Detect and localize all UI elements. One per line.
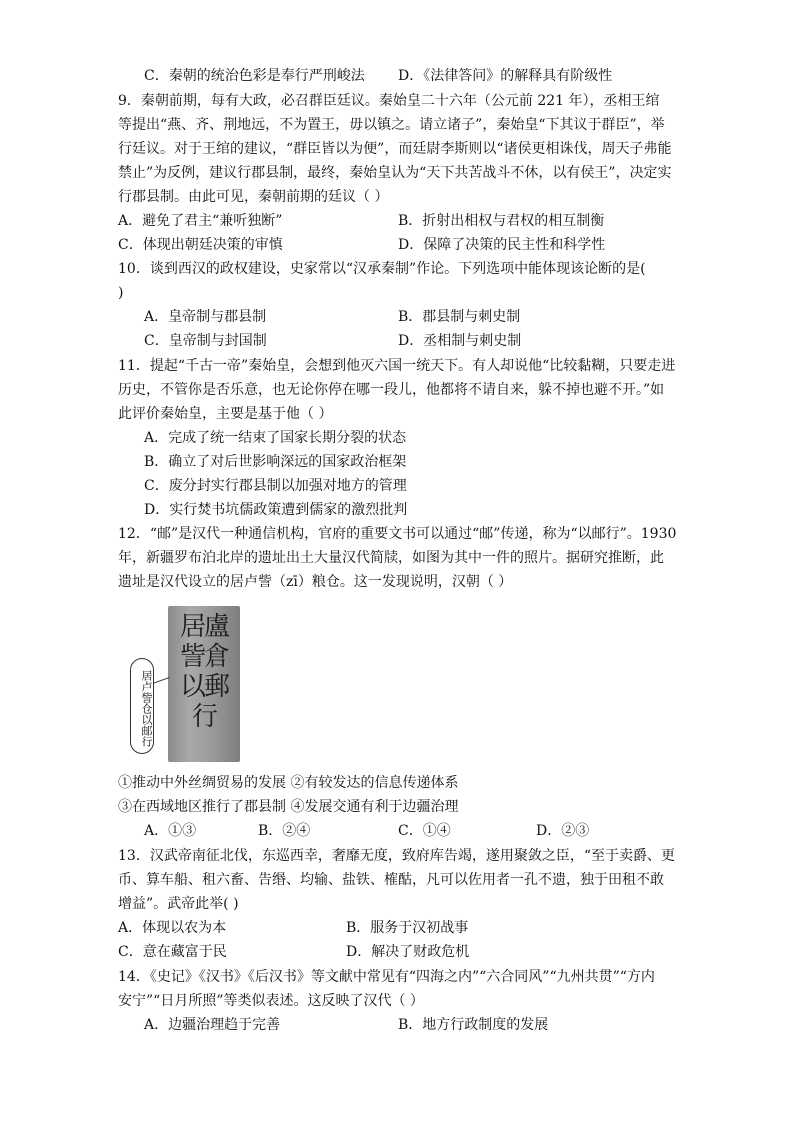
q14-option-a: A．边疆治理趋于完善 (144, 1017, 281, 1033)
q11-stem-line-3: 此评价秦始皇，主要是基于他（ ） (118, 406, 333, 422)
q12-stem-line-2: 年，新疆罗布泊北岸的遗址出土大量汉代简牍，如图为其中一件的照片。据研究推断，此 (118, 550, 664, 566)
q9-stem-line-1: 9．秦朝前期，每有大政，必召群臣廷议。秦始皇二十六年（公元前 221 年），丞相王绾 (118, 93, 660, 109)
q13-option-d: D．解决了财政危机 (346, 944, 470, 960)
bamboo-slip-figure (130, 604, 240, 764)
q9-option-a: A．避免了君主“兼听独断” (118, 213, 283, 229)
q13-option-b: B．服务于汉初战事 (346, 920, 469, 936)
q10-stem-line-1: 10．谈到西汉的政权建设，史家常以“汉承秦制”作论。下列选项中能体现该论断的是( (118, 261, 646, 277)
q12-option-c: C．①④ (398, 823, 451, 839)
q11-option-d: D．实行焚书坑儒政策遭到儒家的激烈批判 (144, 502, 408, 518)
q13-option-a: A．体现以农为本 (118, 920, 227, 936)
q8-option-c: C．秦朝的统治色彩是奉行严刑峻法 (144, 68, 365, 84)
q12-statement-line-1: ①推动中外丝绸贸易的发展 ②有较发达的信息传递体系 (118, 775, 459, 791)
q13-stem-line-1: 13．汉武帝南征北伐，东巡西幸，奢靡无度，致府库告竭，遂用聚敛之臣，“至于卖爵、更 (118, 848, 675, 864)
q13-stem-line-3: 增益”。武帝此举( ) (118, 896, 239, 912)
q8-option-d: D．《法律答问》的解释具有阶级性 (398, 68, 613, 84)
q11-option-a: A．完成了统一结束了国家长期分裂的状态 (144, 430, 407, 446)
bamboo-slip-inscription: 居盧訾倉以郵行 (179, 612, 228, 732)
q9-stem-line-3: 行廷议。对于王绾的建议，“群臣皆以为便”，而廷尉李斯则以“诸侯更相诛伐，周天子弗能 (118, 141, 672, 157)
q12-option-d: D．②③ (536, 823, 590, 839)
bamboo-slip-photo (168, 606, 240, 762)
q11-option-c: C．废分封实行郡县制以加强对地方的管理 (144, 478, 407, 494)
q10-option-a: A．皇帝制与郡县制 (144, 309, 267, 325)
q10-option-b: B．郡县制与刺史制 (398, 309, 521, 325)
q13-option-c: C．意在藏富于民 (118, 944, 227, 960)
q11-stem-line-2: 历史，不管你是否乐意，也无论你停在哪一段儿，他都将不请自来，躲不掉也避不开。”如 (118, 382, 665, 398)
q10-option-c: C．皇帝制与封国制 (144, 333, 267, 349)
q9-stem-line-4: 禁止”为反例，建议行郡县制，最终，秦始皇认为“天下共苦战斗不休，以有侯王”，决定实 (118, 165, 672, 181)
q12-statement-line-2: ③在西域地区推行了郡县制 ④发展交通有利于边疆治理 (118, 799, 459, 815)
q14-option-b: B．地方行政制度的发展 (398, 1017, 549, 1033)
q14-stem-line-1: 14．《史记》《汉书》《后汉书》等文献中常见有“四海之内”“六合同风”“九州共贯”“方内 (118, 969, 655, 985)
q9-stem-line-5: 行郡县制。由此可见，秦朝前期的廷议（ ） (118, 189, 389, 205)
q9-option-d: D．保障了决策的民主性和科学性 (398, 237, 606, 253)
q12-stem-line-1: 12．“邮”是汉代一种通信机构，官府的重要文书可以通过“邮”传递，称为“以邮行”。1930 (118, 526, 677, 542)
q14-stem-line-2: 安宁”“日月所照”等类似表述。这反映了汉代（ ） (118, 993, 424, 1009)
q12-stem-line-3: 遗址是汉代设立的居卢訾（zī）粮仓。这一发现说明，汉朝（ ） (118, 574, 513, 590)
callout-bubble: 居卢訾仓以邮行 (130, 658, 154, 754)
q9-option-c: C．体现出朝廷决策的审慎 (118, 237, 283, 253)
q13-stem-line-2: 币、算车船、租六畜、告缗、均输、盐铁、榷酤，凡可以佐用者一孔不遗，独于田租不敢 (118, 872, 664, 888)
q12-option-b: B．②④ (258, 823, 311, 839)
q10-stem-line-2: ) (118, 285, 124, 301)
q11-option-b: B．确立了对后世影响深远的国家政治框架 (144, 454, 407, 470)
q11-stem-line-1: 11．提起“千古一帝”秦始皇，会想到他灭六国一统天下。有人却说他“比较黏糊，只要走进 (118, 358, 676, 374)
q9-stem-line-2: 等提出“燕、齐、荆地远，不为置王，毋以镇之。请立诸子”，秦始皇“下其议于群臣”，举 (118, 117, 665, 133)
q10-option-d: D．丞相制与刺史制 (398, 333, 522, 349)
q12-option-a: A．①③ (144, 823, 197, 839)
q9-option-b: B．折射出相权与君权的相互制衡 (398, 213, 605, 229)
